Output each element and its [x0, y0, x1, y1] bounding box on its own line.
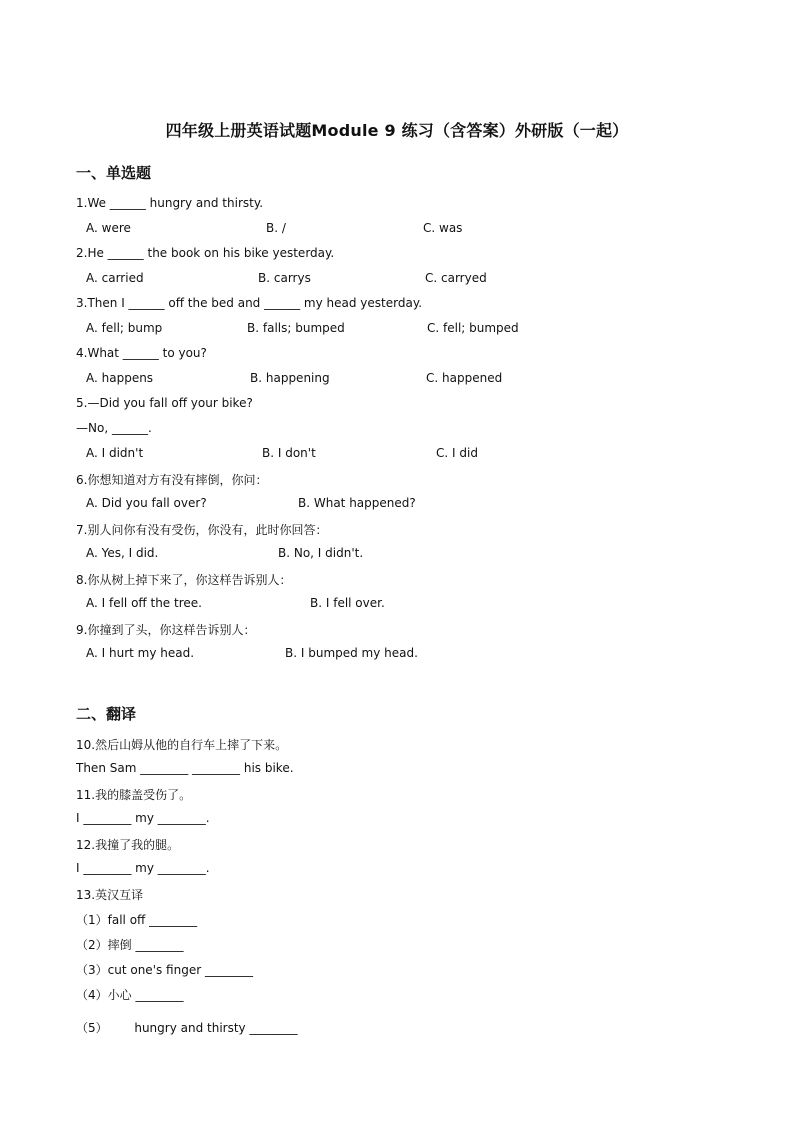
question-11: 11.我的膝盖受伤了。 [76, 788, 192, 802]
question-10: 10.然后山姆从他的自行车上摔了下来。 [76, 738, 288, 752]
question-1: 1.We ______ hungry and thirsty. [76, 196, 264, 210]
option-2c: C. carryed [425, 271, 487, 285]
option-7b: B. No, I didn't. [278, 546, 364, 560]
option-1b: B. / [266, 221, 286, 235]
option-2b: B. carrys [258, 271, 311, 285]
question-6: 6.你想知道对方有没有摔倒，你问： [76, 473, 268, 487]
sub-item-13-1: （1）fall off ________ [76, 913, 198, 927]
option-6b: B. What happened? [298, 496, 416, 510]
question-9: 9.你撞到了头，你这样告诉别人： [76, 623, 256, 637]
question-8: 8.你从树上掉下来了，你这样告诉别人： [76, 573, 292, 587]
question-13: 13.英汉互译 [76, 888, 144, 902]
sub-item-13-5: （5） hungry and thirsty ________ [76, 1021, 298, 1035]
option-1a: A. were [86, 221, 131, 235]
sub-item-13-4: （4）小心 ________ [76, 988, 184, 1002]
option-2a: A. carried [86, 271, 144, 285]
answer-line-11: I ________ my ________. [76, 811, 210, 825]
option-5c: C. I did [436, 446, 478, 460]
option-8a: A. I fell off the tree. [86, 596, 202, 610]
option-9b: B. I bumped my head. [285, 646, 418, 660]
option-3c: C. fell; bumped [427, 321, 519, 335]
question-5: 5.—Did you fall off your bike? [76, 396, 253, 410]
option-8b: B. I fell over. [310, 596, 385, 610]
question-5-reply: —No, ______. [76, 421, 152, 435]
question-12: 12.我撞了我的腿。 [76, 838, 180, 852]
sub-item-13-2: （2）摔倒 ________ [76, 938, 184, 952]
option-1c: C. was [423, 221, 463, 235]
question-3: 3.Then I ______ off the bed and ______ my head yesterday. [76, 296, 423, 310]
option-3a: A. fell; bump [86, 321, 163, 335]
option-4a: A. happens [86, 371, 154, 385]
section-heading-translation: 二、翻译 [76, 705, 137, 723]
section-heading-single-choice: 一、单选题 [76, 164, 152, 182]
option-4b: B. happening [250, 371, 330, 385]
option-4c: C. happened [426, 371, 503, 385]
answer-line-12: I ________ my ________. [76, 861, 210, 875]
option-5b: B. I don't [262, 446, 316, 460]
option-3b: B. falls; bumped [247, 321, 345, 335]
page-title: 四年级上册英语试题Module 9 练习（含答案）外研版（一起） [165, 121, 629, 140]
answer-line-10: Then Sam ________ ________ his bike. [76, 761, 294, 775]
sub-item-13-3: （3）cut one's finger ________ [76, 963, 253, 977]
option-9a: A. I hurt my head. [86, 646, 195, 660]
option-6a: A. Did you fall over? [86, 496, 207, 510]
question-2: 2.He ______ the book on his bike yesterday. [76, 246, 335, 260]
question-4: 4.What ______ to you? [76, 346, 207, 360]
option-7a: A. Yes, I did. [86, 546, 159, 560]
option-5a: A. I didn't [86, 446, 144, 460]
question-7: 7.别人问你有没有受伤，你没有，此时你回答： [76, 523, 328, 537]
